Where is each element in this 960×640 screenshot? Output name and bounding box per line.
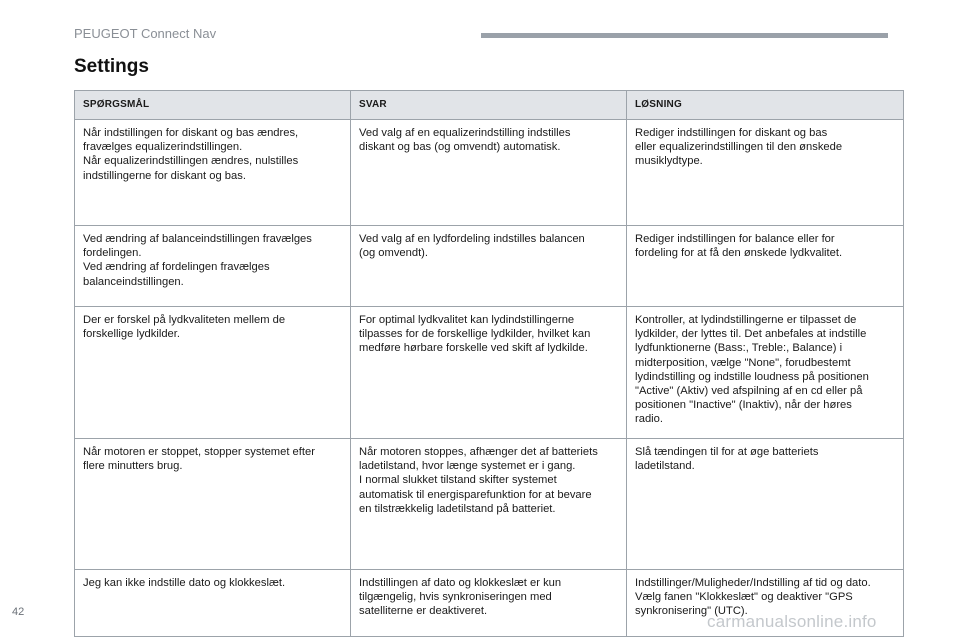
answer-cell: Ved valg af en equalizerindstilling indstilles diskant og bas (og omvendt) automatisk. [351,120,627,226]
watermark: carmanualsonline.info [707,612,877,631]
table-row [75,120,904,226]
solution-cell: Rediger indstillingen for balance eller for fordeling for at få den ønskede lydkvalitet. [627,226,904,307]
solution-cell: Indstillinger/Muligheder/Indstilling af tid og dato. Vælg fanen "Klokkeslæt" og deaktiver "GPS synkronisering" (UTC). [627,570,904,637]
question-cell: Når motoren er stoppet, stopper systemet efter flere minutters brug. [75,439,351,570]
table-row [75,307,904,439]
header-bar [481,33,888,38]
question-cell: Jeg kan ikke indstille dato og klokkeslæt. [75,570,351,637]
column-header-answer: SVAR [351,91,627,120]
question-cell: Ved ændring af balanceindstillingen fravælges fordelingen. Ved ændring af fordelingen fravælges balanceindstillingen. [75,226,351,307]
faq-table [74,90,904,637]
solution-cell: Rediger indstillingen for diskant og bas eller equalizerindstillingen til den ønskede musiklydtype. [627,120,904,226]
solution-cell: Slå tændingen til for at øge batteriets ladetilstand. [627,439,904,570]
page-heading: Settings [74,56,149,77]
table-row [75,439,904,570]
question-cell: Der er forskel på lydkvaliteten mellem de forskellige lydkilder. [75,307,351,439]
answer-cell: Når motoren stoppes, afhænger det af batteriets ladetilstand, hvor længe systemet er i gang. I normal slukket tilstand skifter systemet automatisk til energisparefunktion for at bevare en tilstrækkelig ladetilstand på batteriet. [351,439,627,570]
table-row [75,226,904,307]
question-cell: Når indstillingen for diskant og bas ændres, fravælges equalizerindstillingen. Når equalizerindstillingen ændres, nulstilles indstillingerne for diskant og bas. [75,120,351,226]
column-header-solution: LØSNING [627,91,904,120]
answer-cell: Ved valg af en lydfordeling indstilles balancen (og omvendt). [351,226,627,307]
answer-cell: Indstillingen af dato og klokkeslæt er kun tilgængelig, hvis synkroniseringen med satelliterne er deaktiveret. [351,570,627,637]
page-number: 42 [12,606,25,618]
answer-cell: For optimal lydkvalitet kan lydindstillingerne tilpasses for de forskellige lydkilder, hvilket kan medføre hørbare forskelle ved skift af lydkilde. [351,307,627,439]
column-header-question: SPØRGSMÅL [75,91,351,120]
solution-cell: Kontroller, at lydindstillingerne er tilpasset de lydkilder, der lyttes til. Det anbefales at indstille lydfunktionerne (Bass:, Treble:, Balance) i midterposition, vælge "None", forudbestemt lydindstilling og indstille loudness på positionen "Active" (Aktiv) ved afspilning af en cd eller på positionen "Inactive" (Inaktiv), når der høres radio. [627,307,904,439]
header-title: PEUGEOT Connect Nav [74,26,217,41]
table-header-row [75,91,904,120]
